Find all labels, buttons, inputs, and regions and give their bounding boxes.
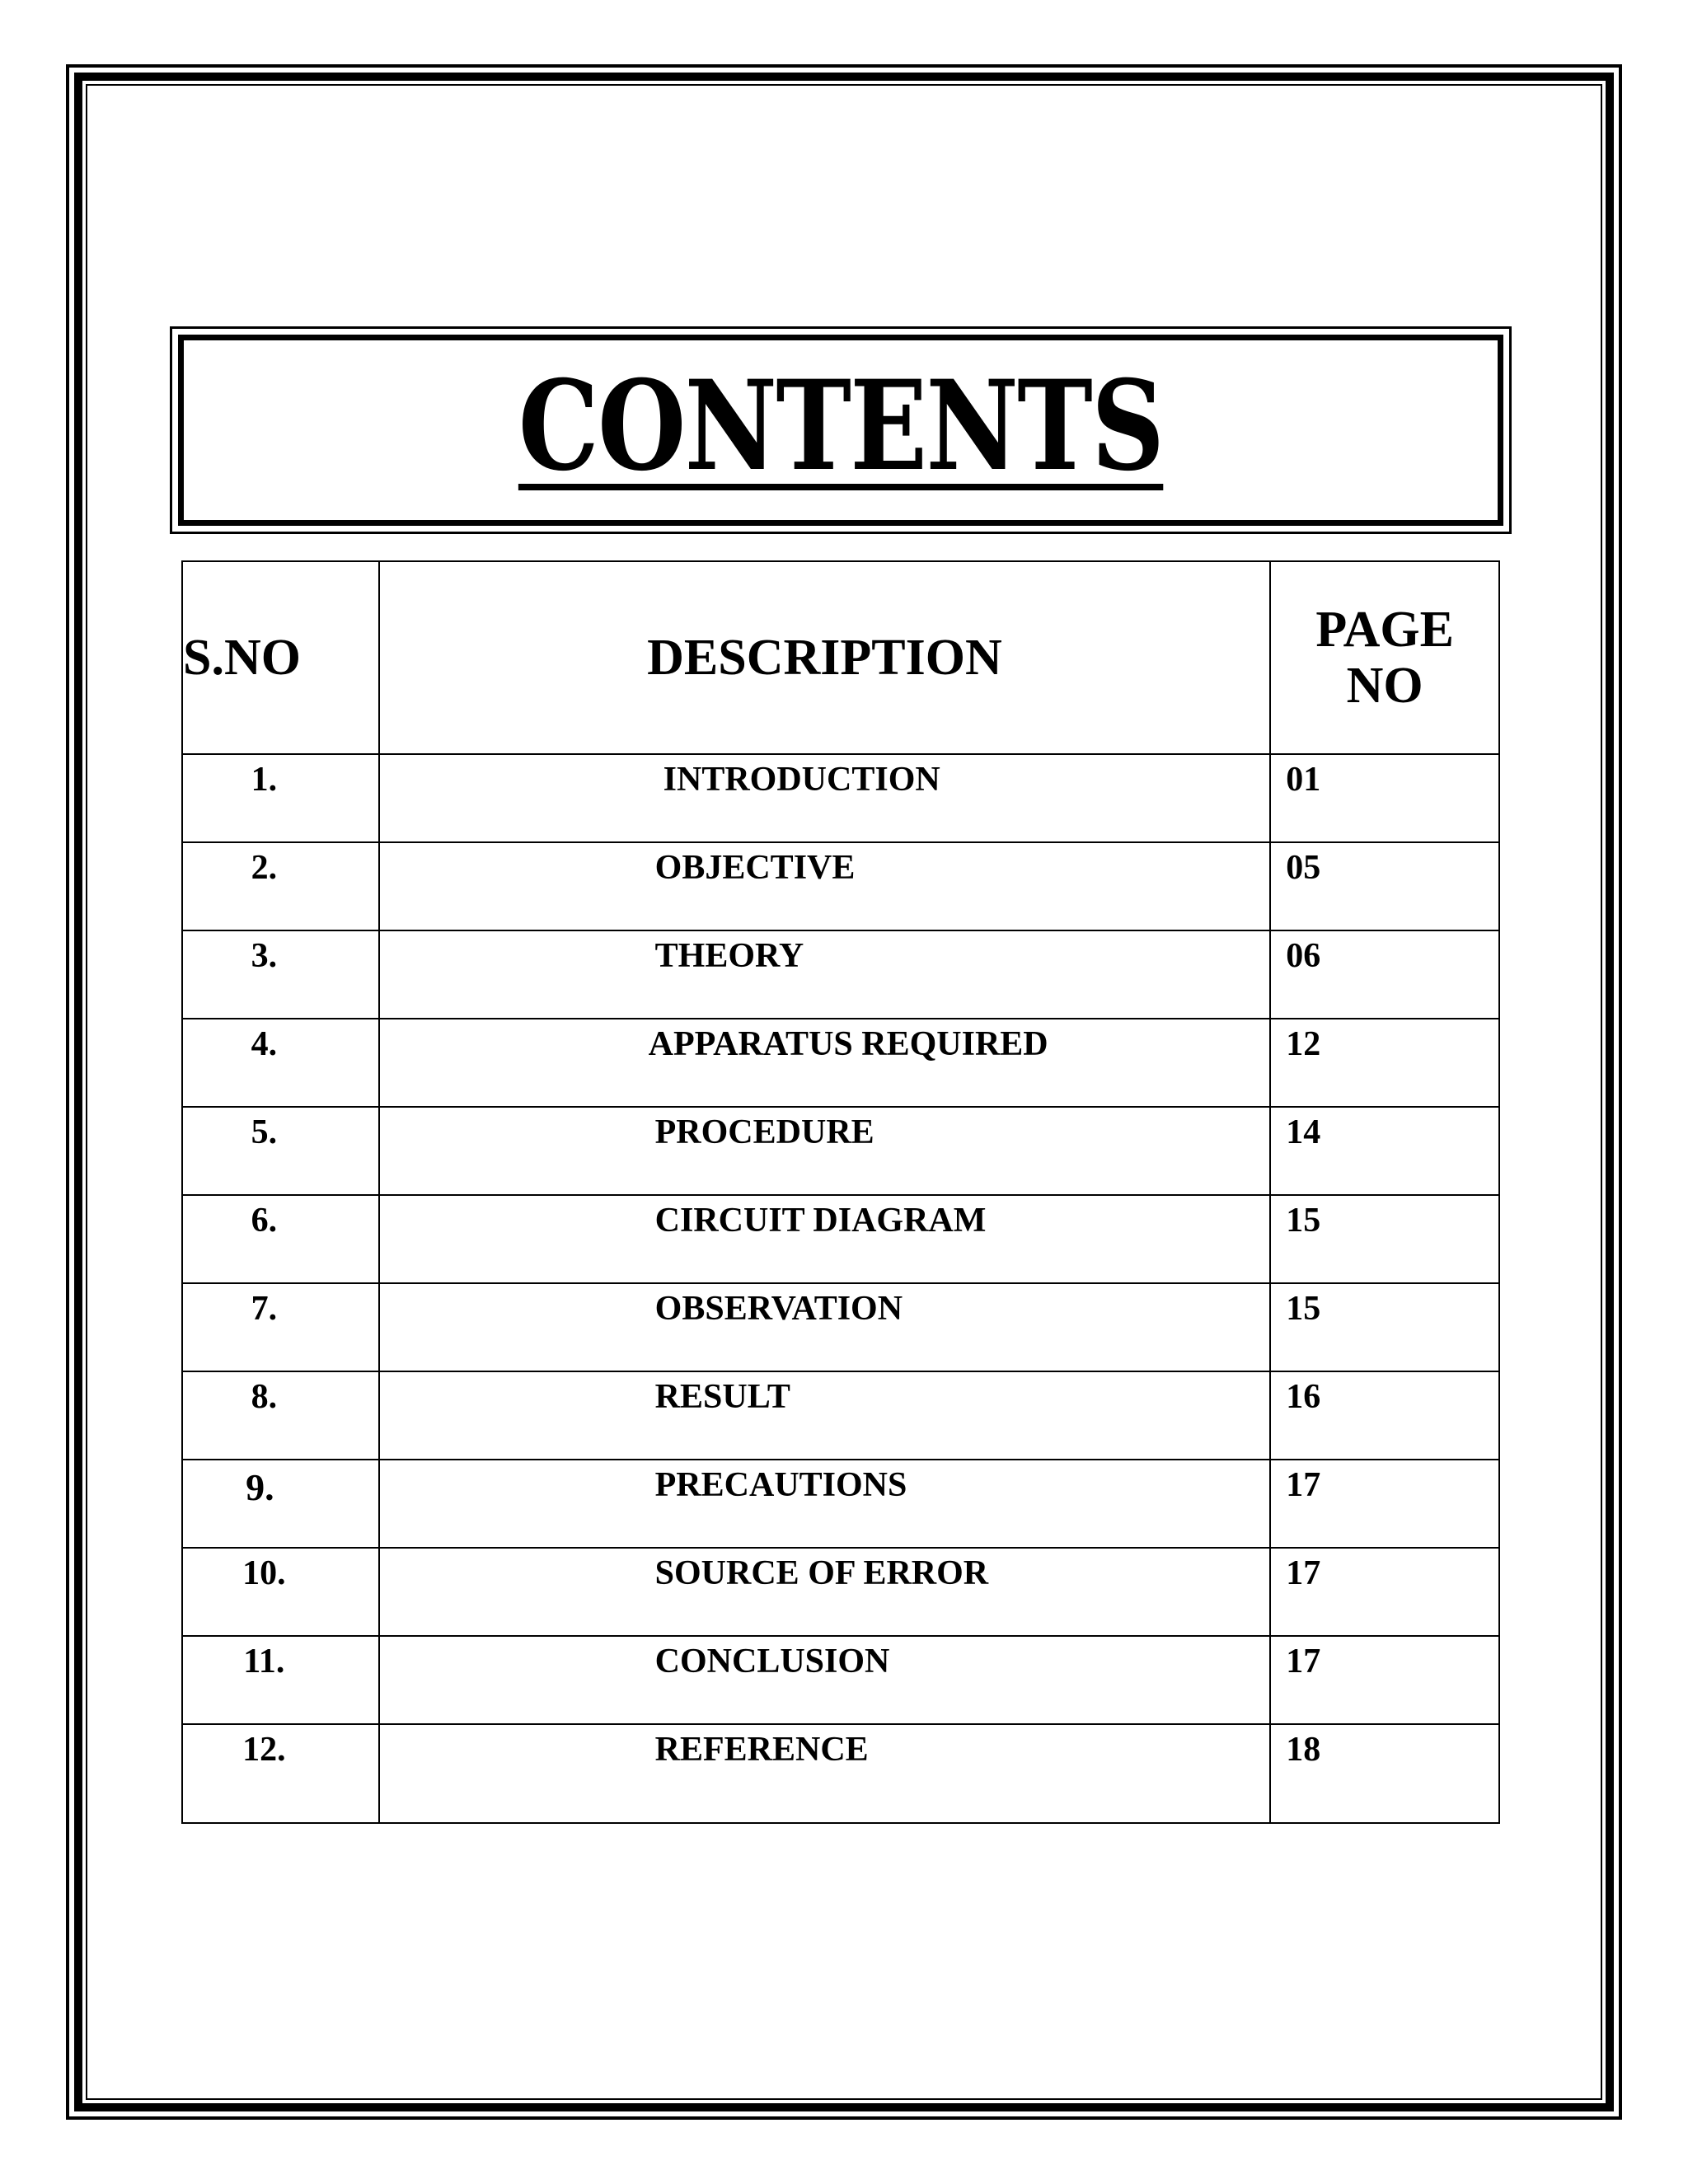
row-description: OBJECTIVE: [379, 842, 1271, 930]
table-row: [182, 754, 1499, 842]
row-description: INTRODUCTION: [379, 754, 1271, 842]
table-row: [182, 1724, 1499, 1823]
row-description: PROCEDURE: [379, 1107, 1271, 1195]
row-sno: 5.: [182, 1107, 379, 1195]
row-description: REFERENCE: [379, 1724, 1271, 1823]
row-page: 15: [1270, 1195, 1499, 1283]
row-page: 01: [1270, 754, 1499, 842]
table-row: [182, 930, 1499, 1019]
row-page: 06: [1270, 930, 1499, 1019]
row-description: CIRCUIT DIAGRAM: [379, 1195, 1271, 1283]
row-page: 17: [1270, 1460, 1499, 1548]
table-row: [182, 1371, 1499, 1460]
row-page: 17: [1270, 1636, 1499, 1724]
row-sno: 9.: [182, 1460, 379, 1548]
row-page: 16: [1270, 1371, 1499, 1460]
row-description: RESULT: [379, 1371, 1271, 1460]
header-description: DESCRIPTION: [379, 561, 1271, 754]
row-sno: 4.: [182, 1019, 379, 1107]
row-description: THEORY: [379, 930, 1271, 1019]
header-page-no-text: PAGE NO: [1315, 601, 1454, 714]
table-row: [182, 1195, 1499, 1283]
page-title: CONTENTS: [518, 354, 1164, 499]
row-sno: 7.: [182, 1283, 379, 1371]
row-sno: 10.: [182, 1548, 379, 1636]
row-sno: 1.: [182, 754, 379, 842]
header-sno: S.NO: [182, 561, 379, 754]
row-sno: 12.: [182, 1724, 379, 1823]
table-row: [182, 1460, 1499, 1548]
table-header-row: [182, 561, 1499, 754]
table-row: [182, 1283, 1499, 1371]
title-box: [178, 335, 1503, 526]
table-row: [182, 1636, 1499, 1724]
row-description: OBSERVATION: [379, 1283, 1271, 1371]
row-page: 14: [1270, 1107, 1499, 1195]
contents-table: [181, 560, 1500, 1824]
row-page: 12: [1270, 1019, 1499, 1107]
table-row: [182, 1107, 1499, 1195]
table-row: [182, 1548, 1499, 1636]
row-sno: 11.: [182, 1636, 379, 1724]
row-page: 17: [1270, 1548, 1499, 1636]
row-page: 18: [1270, 1724, 1499, 1823]
row-sno: 3.: [182, 930, 379, 1019]
row-description: APPARATUS REQUIRED: [379, 1019, 1271, 1107]
row-description: SOURCE OF ERROR: [379, 1548, 1271, 1636]
row-sno: 6.: [182, 1195, 379, 1283]
row-sno: 8.: [182, 1371, 379, 1460]
row-page: 05: [1270, 842, 1499, 930]
row-sno: 2.: [182, 842, 379, 930]
row-description: CONCLUSION: [379, 1636, 1271, 1724]
row-page: 15: [1270, 1283, 1499, 1371]
table-row: [182, 1019, 1499, 1107]
header-page-no: [1270, 561, 1499, 754]
table-row: [182, 842, 1499, 930]
row-description: PRECAUTIONS: [379, 1460, 1271, 1548]
